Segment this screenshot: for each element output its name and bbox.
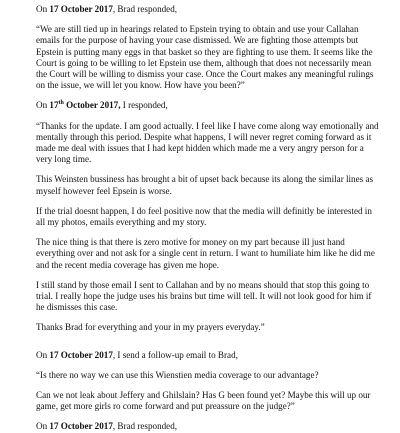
date-line-prefix: On	[36, 100, 50, 111]
date-line-suffix: , I send a follow-up email to Brad,	[112, 349, 238, 360]
date-rest: October 2017,	[63, 100, 121, 111]
date-line-suffix: , Brad responded,	[112, 4, 178, 14]
date-day: 17	[49, 100, 59, 111]
date-line-date: 17 October 2017	[49, 421, 113, 432]
paragraph-body: This Weinsten bussiness has brought a bit of upset back because its along the similar lines as myself however feel Epsein is worse.	[36, 174, 374, 196]
date-line-date	[49, 100, 120, 110]
date-ordinal-suffix: th	[58, 100, 64, 107]
paragraph-quote: “We are still tied up in hearings related to Epstein trying to obtain and use your Callahan emails for the purpose of having your case dismissed. We are fighting those attempts but Epstein is putting many eggs in that basket so they are fighting to use them. It seems like the Court is going to be willing to let Epstein use them, although that does not necessarily mean the Court will be willing to dismiss your case. Once the Court makes any meaningful rulings on the issue, we will let you know. How have you been?”	[36, 24, 374, 91]
paragraph-quote: “Thanks for the update. I am good actually. I feel like I have come along way emotionally and mentally through this period. Despite what happens, I will never regret coming forward as it made me deal with issues that I had kept hidden which made me a very angry person for a very long time.	[36, 120, 379, 165]
paragraph-date-line	[36, 350, 382, 361]
paragraph-body: Thanks Brad for everything and your in my prayers everyday.”	[36, 322, 265, 333]
paragraph-date-line	[36, 421, 382, 432]
paragraph-date-line	[36, 100, 382, 111]
date-line-prefix: On	[36, 349, 50, 360]
paragraph-body: The nice thing is that there is zero motive for money on my part because ill just hand everything over and not ask for a single cent in return. I want to humiliate him like he did me and the recent media coverage has given me hope.	[36, 237, 375, 270]
date-line-suffix: , Brad responded,	[112, 421, 178, 432]
date-line-date: 17 October 2017	[49, 349, 113, 360]
paragraph-body: If the trial doesnt happen, I do feel positive now that the media will definitly be interested in all my photos, emails everything and my story.	[36, 205, 372, 228]
date-line-prefix: On	[36, 4, 50, 14]
date-line-prefix: On	[36, 421, 50, 432]
paragraph-body: I still stand by those email I sent to Callahan and by no means should that stop this going to trial. I really hope the judge uses his brains but time will tell. It will not look good for him if he dismisses this case.	[36, 279, 372, 313]
paragraph-quote: “Is there no way we can use this Wienstien media coverage to our advantage?	[36, 369, 319, 380]
date-line-suffix: I responded,	[120, 100, 168, 111]
paragraph-body: Can we not leak about Jeffery and Ghilslain? Has G been found yet? Maybe this will up our game, get more girls ro come forward and put preassure on the judge?”	[36, 390, 371, 412]
paragraph-date-line	[36, 4, 382, 15]
date-line-date: 17 October 2017	[49, 4, 113, 14]
